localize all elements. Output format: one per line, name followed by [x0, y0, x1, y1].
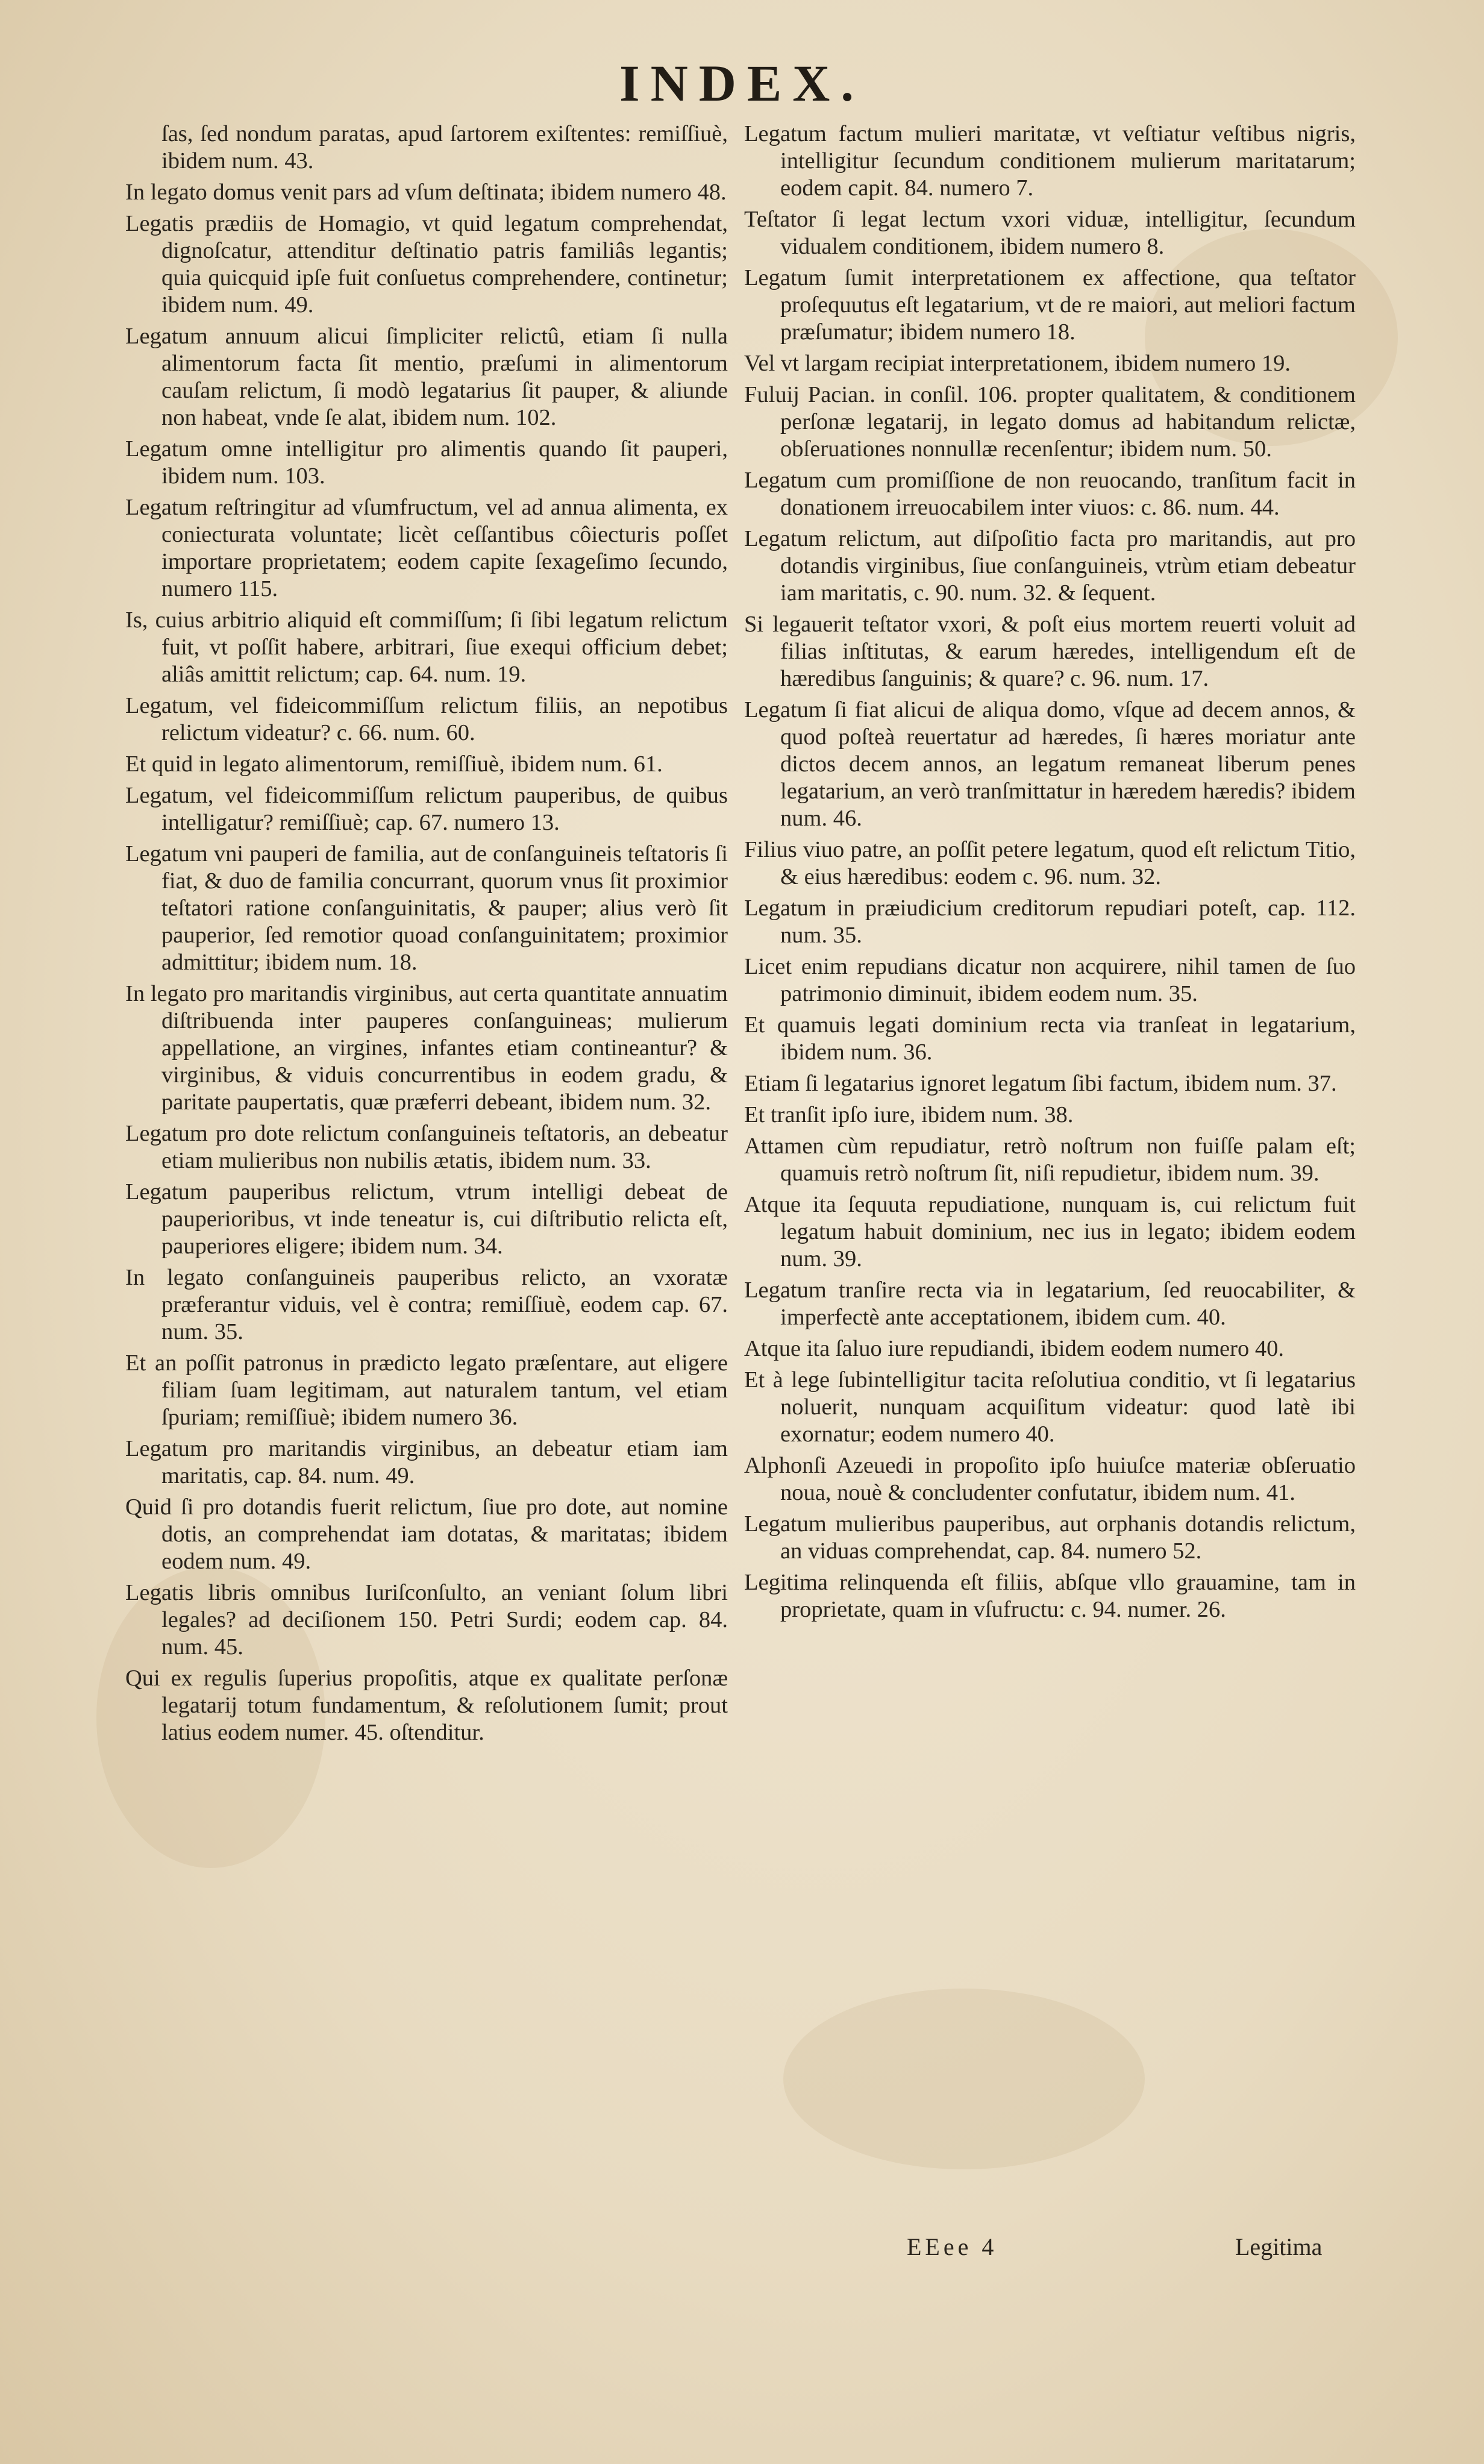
page-title: INDEX. — [619, 54, 865, 112]
index-entry: Legatum omne intelligitur pro alimentis quando ſit pauperi, ibidem num. 103. — [125, 436, 728, 489]
index-entry: Et à lege ſubintelligitur tacita reſolutiua conditio, vt ſi legatarius noluerit, nunquam acquiſitum videatur: quod latè ibi exornatur; eodem numero 40. — [744, 1367, 1356, 1447]
index-entry: In legato conſanguineis pauperibus relicto, an vxoratæ præferantur viduis, vel è contra; remiſſiuè, eodem cap. 67. num. 35. — [125, 1265, 728, 1344]
right-column — [744, 121, 1356, 1628]
index-entry: Is, cuius arbitrio aliquid eſt commiſſum; ſi ſibi legatum relictum fuit, vt poſſit habere, arbitrari, ſiue exequi officium debet; aliâs amittit relictum; cap. 64. num. 19. — [125, 607, 728, 687]
index-entry: Si legauerit teſtator vxori, & poſt eius mortem reuerti voluit ad filias inſtitutas, & earum hæredes, intelligendum eſt de hæredibus ſanguinis; & quare? c. 96. num. 17. — [744, 612, 1356, 691]
index-entry: Vel vt largam recipiat interpretationem, ibidem numero 19. — [744, 351, 1291, 376]
index-entry: Legatis prædiis de Homagio, vt quid legatum comprehendat, dignoſcatur, attenditur deſtinatio patris familiâs legantis; quia quicquid ipſe fuit conſuetus comprehendere, continetur; ibidem num. 49. — [125, 211, 728, 318]
index-entry: Licet enim repudians dicatur non acquirere, nihil tamen de ſuo patrimonio diminuit, ibidem eodem num. 35. — [744, 954, 1356, 1006]
index-entry: Legatum mulieribus pauperibus, aut orphanis dotandis relictum, an viduas comprehendat, cap. 84. numero 52. — [744, 1511, 1356, 1564]
catchword: Legitima — [1235, 2233, 1323, 2260]
index-entry: Legatum ſumit interpretationem ex affectione, qua teſtator proſequutus eſt legatarium, vt de re maiori, aut meliori factum præſumatur; ibidem numero 18. — [744, 265, 1356, 345]
index-entry: Legatis libris omnibus Iuriſconſulto, an veniant ſolum libri legales? ad deciſionem 150. Petri Surdi; eodem cap. 84. num. 45. — [125, 1580, 728, 1660]
index-entry: Legitima relinquenda eſt filiis, abſque vllo grauamine, tam in proprietate, quam in vſufructu: c. 94. numer. 26. — [744, 1570, 1356, 1622]
index-entry: Qui ex regulis ſuperius propoſitis, atque ex qualitate perſonæ legatarij totum fundamentum, & reſolutionem ſumit; prout latius eodem numer. 45. oſtenditur. — [125, 1666, 728, 1745]
index-entry: Et an poſſit patronus in prædicto legato præſentare, aut eligere filiam ſuam legitimam, aut naturalem tantum, vel etiam ſpuriam; remiſſiuè; ibidem numero 36. — [125, 1350, 728, 1430]
index-entry: ſas, ſed nondum paratas, apud ſartorem exiſtentes: remiſſiuè, ibidem num. 43. — [161, 121, 728, 174]
index-entry: Filius viuo patre, an poſſit petere legatum, quod eſt relictum Titio, & eius hæredibus: eodem c. 96. num. 32. — [744, 837, 1356, 889]
index-entry: Legatum annuum alicui ſimpliciter relictû, etiam ſi nulla alimentorum facta ſit mentio, præſumi in alimentorum cauſam relictum, ſi modò legatarius ſit pauper, & aliunde non habeat, vnde ſe alat, ibidem num. 102. — [125, 324, 728, 430]
index-entry: Atque ita ſaluo iure repudiandi, ibidem eodem numero 40. — [744, 1336, 1284, 1361]
index-entry: Legatum vni pauperi de familia, aut de conſanguineis teſtatoris ſi fiat, & duo de familia concurrant, quorum vnus ſit proximior teſtatori ratione conſanguinitatis, & pauper; alius verò ſit pauperior, ſed remotior quoad conſanguinitatem; proximior admittitur; ibidem num. 18. — [125, 841, 728, 975]
index-entry: Legatum, vel fideicommiſſum relictum filiis, an nepotibus relictum videatur? c. 66. num. 60. — [125, 693, 728, 745]
index-entry: Attamen cùm repudiatur, retrò noſtrum non fuiſſe palam eſt; quamuis retrò noſtrum ſit, niſi repudietur, ibidem num. 39. — [744, 1133, 1356, 1186]
index-entry: Etiam ſi legatarius ignoret legatum ſibi factum, ibidem num. 37. — [744, 1071, 1337, 1096]
index-entry: Legatum pauperibus relictum, vtrum intelligi debeat de pauperioribus, vt inde teneatur is, cui diſtributio relicta eſt, pauperiores eligere; ibidem num. 34. — [125, 1179, 728, 1259]
index-entry: Atque ita ſequuta repudiatione, nunquam is, cui relictum fuit legatum habuit dominium, nec ius in legato; ibidem eodem num. 39. — [744, 1192, 1356, 1271]
index-entry: Legatum reſtringitur ad vſumfructum, vel ad annua alimenta, ex coniecturata voluntate; licèt ceſſantibus côiecturis poſſet importare proprietatem; eodem capite ſexageſimo ſecundo, numero 115. — [125, 495, 728, 601]
index-entry: Alphonſi Azeuedi in propoſito ipſo huiuſce materiæ obſeruatio noua, nouè & concludenter confutatur, ibidem num. 41. — [744, 1453, 1356, 1505]
index-entry: In legato pro maritandis virginibus, aut certa quantitate annuatim diſtribuenda inter pauperes conſanguineas; mulierum appellatione, an virgines, infantes etiam contineantur? & virginibus, & viduis concurrentibus in eodem gradu, & paritate paupertatis, quæ præferri debeant, ibidem num. 32. — [125, 981, 728, 1115]
index-entry: Legatum factum mulieri maritatæ, vt veſtiatur veſtibus nigris, intelligitur ſecundum conditionem mulierum maritatarum; eodem capit. 84. numero 7. — [744, 121, 1356, 201]
index-entry: Et tranſit ipſo iure, ibidem num. 38. — [744, 1102, 1074, 1127]
index-entry: Legatum tranſire recta via in legatarium, ſed reuocabiliter, & imperfectè ante acceptationem, ibidem cum. 40. — [744, 1277, 1356, 1330]
index-entry: Legatum relictum, aut diſpoſitio facta pro maritandis, aut pro dotandis virginibus, ſiue conſanguineis, vtrùm etiam debeatur iam maritatis, c. 90. num. 32. & ſequent. — [744, 526, 1356, 606]
index-entry: Teſtator ſi legat lectum vxori viduæ, intelligitur, ſecundum vidualem conditionem, ibidem numero 8. — [744, 207, 1356, 259]
index-entry: In legato domus venit pars ad vſum deſtinata; ibidem numero 48. — [125, 180, 727, 205]
index-entry: Legatum pro maritandis virginibus, an debeatur etiam iam maritatis, cap. 84. num. 49. — [125, 1436, 728, 1488]
left-column — [125, 121, 728, 1751]
index-entry: Legatum cum promiſſione de non reuocando, tranſitum facit in donationem irreuocabilem inter viuos: c. 86. num. 44. — [744, 468, 1356, 520]
index-entry: Legatum ſi fiat alicui de aliqua domo, vſque ad decem annos, & quod poſteà reuertatur ad hæredes, ſi hæres moriatur ante dictos decem annos, an legatum remaneat liberum penes legatarium, an verò tranſmittatur in hæredem hæredis? ibidem num. 46. — [744, 697, 1356, 831]
index-entry: Et quamuis legati dominium recta via tranſeat in legatarium, ibidem num. 36. — [744, 1012, 1356, 1065]
index-entry: Fuluij Pacian. in conſil. 106. propter qualitatem, & conditionem perſonæ legatarij, in legato domus ad habitandum relictæ, obſeruationes nonnullæ recenſentur; ibidem num. 50. — [744, 382, 1356, 462]
index-entry: Et quid in legato alimentorum, remiſſiuè, ibidem num. 61. — [125, 751, 663, 777]
signature-mark: EEee 4 — [907, 2233, 998, 2260]
index-entry: Legatum, vel fideicommiſſum relictum pauperibus, de quibus intelligatur? remiſſiuè; cap. 67. numero 13. — [125, 783, 728, 835]
index-entry: Quid ſi pro dotandis fuerit relictum, ſiue pro dote, aut nomine dotis, an comprehendat iam dotatas, & maritatas; ibidem eodem num. 49. — [125, 1494, 728, 1574]
index-entry: Legatum in præiudicium creditorum repudiari poteſt, cap. 112. num. 35. — [744, 895, 1356, 948]
index-entry: Legatum pro dote relictum conſanguineis teſtatoris, an debeatur etiam mulieribus non nubilis ætatis, ibidem num. 33. — [125, 1121, 728, 1173]
